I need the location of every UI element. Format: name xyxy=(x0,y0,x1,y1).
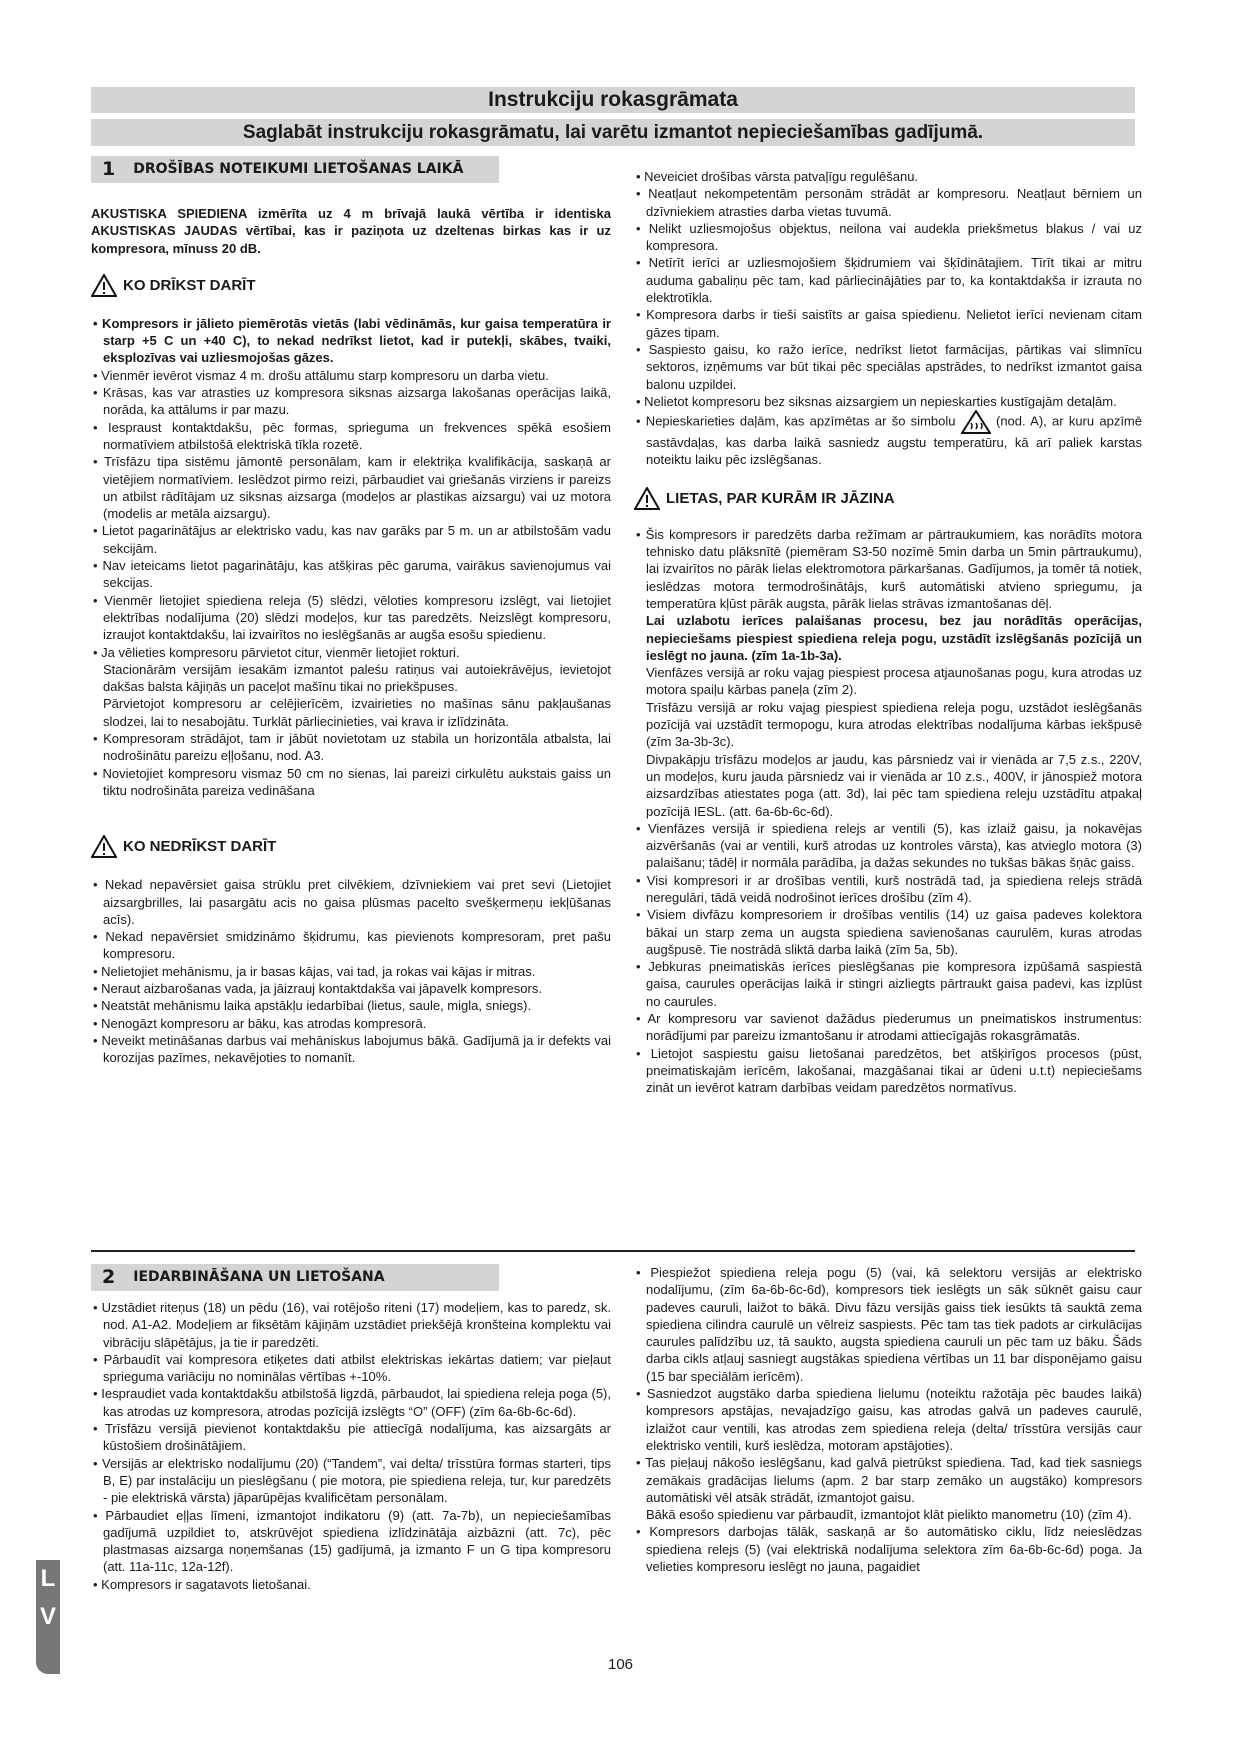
dont-item: • Neatstāt mehānismu laika apstākļu iedarbībai (lietus, saule, migla, sniegs). xyxy=(93,998,532,1014)
note-item: • Visi kompresori ir ar drošības ventili, kurš nostrādā tad, ja spiediena relejs strādā neregulāri, tādā veidā nodrošinot ierīces drošību (zīm 4). xyxy=(636,872,1142,905)
startup-item: • Iespraudiet vada kontaktdakšu atbilstošā ligzdā, pārbaudot, lai spiediena releja poga (5), kas atrodas uz kompresora, atrodas pozīcijā izslēgts “O” (OFF) (zīm 6a-6b-6c-6d). xyxy=(93,1386,611,1419)
section-divider xyxy=(91,1250,1135,1252)
language-tab-letter-2: V xyxy=(39,1603,56,1630)
hot-surface-item xyxy=(634,410,1142,469)
startup-item: • Kompresors ir sagatavots lietošanai. xyxy=(93,1576,311,1592)
do-item: • Trīsfāzu tipa sistēmu jāmontē personālam, kam ir elektriķa kvalifikācija, saskaņā ar vietējiem normatīviem. Ieslēdzot pirmo reizi, pārbaudiet vai griešanās virziens ir pareizs un atbilst rādītājam uz siksnas aizsarga (modeļos ar plastikas aizsargu) vai uz motora (modelis ar metāla aizsargu). xyxy=(93,454,611,522)
note-heading xyxy=(634,487,1142,510)
hot-surface-text-a: • Nepieskarieties daļām, kas apzīmētas ar šo simbolu xyxy=(636,413,956,429)
dont-item: • Nenogāzt kompresoru ar bāku, kas atrodas kompresorā. xyxy=(93,1015,427,1031)
do-item: • Novietojiet kompresoru vismaz 50 cm no sienas, lai pareizi cirkulētu aukstais gaiss un tiktu nodrošināta pareiza vedināšana xyxy=(93,765,611,798)
note-item: Vienfāzes versijā ar roku vajag piespiest procesa atjaunošanas pogu, kura atrodas uz motora spaiļu kārbas paneļa (zīm 2). xyxy=(646,665,1142,698)
startup-item: • Trīsfāzu versijā pievienot kontaktdakšu pie attiecīgā nodalījuma, kas aizsargāts ar kūstošiem drošinātājiem. xyxy=(93,1421,611,1454)
dont-heading xyxy=(91,835,611,858)
safety-item: • Saspiesto gaisu, ko ražo ierīce, nedrīkst lietot farmācijas, pārtikas vai slimnīcu sektoros, izņēmums var būt tikai pēc speciālas apstrādes, to nedrīkst izmantot gaisa balonu uzpildei. xyxy=(636,341,1142,392)
do-item: • Nav ieteicams lietot pagarinātāju, kas atšķiras pēc garuma, vairākus savienojumus vai sekcijas. xyxy=(93,558,611,591)
page-title: Instrukciju rokasgrāmata xyxy=(91,87,1135,113)
section1-left xyxy=(91,156,611,1066)
operation-item: • Kompresors darbojas tālāk, saskaņā ar šo automātisko ciklu, līdz neieslēdzas spiediena relejs (5) (vai elektriskā nodalījuma selektora zīm 6a-6b-6c-6d) poga. Ja velieties kompresoru ieslēgt no jauna, pagaidiet xyxy=(636,1524,1142,1575)
note-title: LIETAS, PAR KURĀM IR JĀZINA xyxy=(666,489,895,507)
note-item: • Šis kompresors ir paredzēts darba režīmam ar pārtraukumiem, kas norādīts motora tehnisko datu plāksnītē (piemēram S3-50 nozīmē 5min darba un 5min pārtraukumu), lai izvairītos no pārāk lielas elektromotora pārkaršanas. Gadījumos, ja tomēr tā notiek, ieslēdzas motora termodrošinātājs, kurš automātiski atvieno spriegumu, ja temperatūra kļūst pārāk augsta, pārāk lielas strāvas izmantošanas dēļ. xyxy=(636,526,1142,611)
do-item: • Kompresoram strādājot, tam ir jābūt novietotam uz stabila un horizontāla atbalsta, lai nodrošinātu pareizu eļļošanu, nod. A3. xyxy=(93,731,611,764)
note-item: • Lietojot saspiestu gaisu lietošanai paredzētos, bet atšķirīgos procesos (pūst, pneimatiskajām ierīcēm, lakošanai, mazgāšanai tikai ar ūdeni u.t.t) nepieciešams zināt un ievērot katram darbības veidam paredzētos normatīvus. xyxy=(636,1045,1142,1096)
note-item: • Ar kompresoru var savienot dažādus piederumus un pneimatiskos instrumentus: norādījumi par pareizu izmantošanu ir atrodami attiecīgajās rokasgrāmatās. xyxy=(636,1011,1142,1044)
do-item: • Krāsas, kas var atrasties uz kompresora siksnas aizsarga lakošanas operācijas laikā, norāda, ka attālums ir par mazu. xyxy=(93,385,611,418)
page-number: 106 xyxy=(607,1656,634,1673)
hot-surface-text-b: (nod. A), ar kuru apzīmē sastāvdaļas, kas darba laikā sasniedz augstu temperatūru, kā arī paliek karstas noteiktu laiku pēc izslēgšanas. xyxy=(646,413,1142,468)
note-item: Trīsfāzu versijā ar roku vajag piespiest spiediena releja pogu, uzstādot ieslēgšanās pozīcijā vai uzstādīt termopogu, kura atrodas elektrības nodalījuma kārbas iekšpusē (zīm 3a-3b-3c). xyxy=(646,699,1142,750)
note-item: • Jebkuras pneimatiskās ierīces pieslēgšanas pie kompresora izpūšamā saspiestā gaisa, caurules operācijas laikā ir stingri aizliegts pārtraukt gaisa padevi, kas izplūst no caurules. xyxy=(636,959,1142,1009)
section1-title: DROŠĪBAS NOTEIKUMI LIETOŠANAS LAIKĀ xyxy=(133,160,464,177)
note-item: Divpakāpju trīsfāzu modeļos ar jaudu, kas pārsniedz vai ir vienāda ar 7,5 z.s., 220V, un modeļos, kuru jauda pārsniedz vai ir vienāda ar 10 z.s., 400V, ir jānospiež motora aizsardzības atiestates poga (att. 3d), lai pēc tam spiediena releju uzstādītu atpakaļ pozīcijā IESL. (att. 6a-6b-6c-6d). xyxy=(646,751,1142,819)
operation-item: • Tas pieļauj nākošo ieslēgšanu, kad galvā pietrūkst spiediena. Tad, kad tiek sasniegs zemākais gradācijas lielums (apm. 2 bar starp zemāko un augstāko) kompresors automātiski vēl atsāk strādāt, izmantojot gaisu. xyxy=(636,1455,1142,1505)
section1-right xyxy=(634,168,1142,1097)
operation-item: • Piespiežot spiediena releja pogu (5) (vai, kā selektoru versijās ar elektrisko nodalījumu, (zīm 6a-6b-6c-6d), kompresors tiek ieslēgts un sāk sūknēt gaisu caur padeves cauruli, laižot to bākā. Divu fāzu versijās gaiss tiek iesūkts tā sauktā zema spiediena cilindra caurulē un vēlreiz saspiests. Pēc tam tas tiek padots ar cirkulācijas caurules palīdzību uz, tā saukto, augsta spiediena cauruli un pēc tam uz bāku. Šāds darba cikls atļauj sasniegt augstākas spiediena vērtības un 11 bar disponējamo gaisu (15 bar speciālām ierīcēm). xyxy=(636,1265,1142,1384)
startup-item: • Versijās ar elektrisko nodalījumu (20) (“Tandem”, vai delta/ trīsstūra formas starteri, tips B, E) par instalāciju un pieslēgšanu ( pie motora, pie spiediena releja, tur, kur paredzēts - pie elektriskā vārsta) jāparūpējas kvalificētam personālam. xyxy=(93,1455,611,1506)
section2-heading xyxy=(91,1264,499,1291)
safety-item: • Kompresora darbs ir tieši saistīts ar gaisa spiedienu. Nelietot ierīci nevienam citam gāzes tipam. xyxy=(636,307,1142,340)
safety-item: • Neveiciet drošības vārsta patvaļīgu regulēšanu. xyxy=(636,169,919,184)
dont-item: • Nelietojiet mehānismu, ja ir basas kājas, vai tad, ja rokas vai kājas ir mitras. xyxy=(93,963,536,979)
startup-item: • Uzstādiet riteņus (18) un pēdu (16), vai rotējošo riteni (17) modeļiem, kas to paredz, sk. nod. A1-A2. Modeļiem ar fiksētām kājiņām uzstādiet priekšējā kronšteina komplektu vai vibrāciju slāpētājus, ja tie ir paredzēti. xyxy=(93,1300,611,1350)
do-item: • Iespraust kontaktdakšu, pēc formas, sprieguma un frekvences spēkā esošiem normatīviem atbilstošā elektriskā tīkla rozetē. xyxy=(93,419,611,452)
hot-surface-icon xyxy=(961,410,991,434)
page-subtitle: Saglabāt instrukciju rokasgrāmatu, lai varētu izmantot nepieciešamības gadījumā. xyxy=(91,119,1135,146)
warning-icon xyxy=(91,274,117,297)
safety-item: • Nelikt uzliesmojošus objektus, neilona vai audekla priekšmetus blakus / vai uz kompresora. xyxy=(636,220,1142,254)
startup-item: • Pārbaudīt vai kompresora etiķetes dati atbilst elektriskas iekārtas datiem; var pieļaut sprieguma variāciju no nominālas vērtības +-10%. xyxy=(93,1351,611,1385)
section2-number: 2 xyxy=(102,1265,116,1288)
note-item: • Visiem divfāzu kompresoriem ir drošības ventilis (14) uz gaisa padeves kolektora bākai un starp zema un augsta spiediena savienošanas caurulēm, kuras atrodas augšpusē. Tie nostrādā sliktā darba laikā (zīm 5a, 5b). xyxy=(636,907,1142,957)
do-item: • Kompresors ir jālieto piemērotās vietās (labi vēdināmās, kur gaisa temperatūra ir starp +5 C un +40 C), to nekad nedrīkst lietot, kad ir putekļi, skābes, tvaiki, eksplozīvas vai uzliesmojošas gāzes. xyxy=(93,315,611,366)
safety-item: • Nelietot kompresoru bez siksnas aizsargiem un nepieskarties kustīgajām detaļām. xyxy=(636,393,1117,409)
safety-item: • Neatļaut nekompetentām personām strādāt ar kompresoru. Neatļaut bērniem un dzīvniekiem atrasties darba vietas tuvumā. xyxy=(636,186,1142,219)
note-item: Lai uzlabotu ierīces palaišanas procesu, bez jau norādītās operācijas, nepieciešams piespiest spiediena releja pogu, uzstādīt izslēgšanās pozīcijā un ieslēgt no jauna. (zīm 1a-1b-3a). xyxy=(646,613,1142,663)
warning-icon xyxy=(634,487,660,510)
operation-item: • Sasniedzot augstāko darba spiediena lielumu (noteiktu ražotāja pēc baudes laikā) kompresors apstājas, nevajadzīgo gaisu, kas atrodas galvā un padeves caurulē, izlaižot caur ventili, kas atrodas zem spiediena releja (delta/ trīsstūra versijās caur elektrisko ventili, kurš ieslēdza, motoram apstājoties). xyxy=(636,1386,1142,1453)
acoustic-intro: AKUSTISKA SPIEDIENA izmērīta uz 4 m brīvajā laukā vērtība ir identiska AKUSTISKAS JAUDAS vērtībai, kas ir paziņota uz dzeltenas birkas kas ir uz kompresora, mīnuss 20 dB. xyxy=(91,206,611,256)
section2-left xyxy=(91,1264,611,1593)
startup-item: • Pārbaudiet eļļas līmeni, izmantojot indikatoru (9) (att. 7a-7b), un nepieciešamības gadījumā uzpildiet to, atskrūvējot spiediena izlīdzinātāja aizbāzni (att. 7c), pēc plastmasas aizsarga noņemšanas (15) gadījumā, ja izmanto F un G tipa kompresoru (att. 11a-11c, 12a-12f). xyxy=(93,1507,611,1575)
section1-number: 1 xyxy=(102,157,116,180)
safety-item: • Netīrīt ierīci ar uzliesmojošiem šķidrumiem vai šķīdinātajiem. Tīrīt tikai ar mitru auduma gabaliņu pēc tam, kad pārliecinājāties par to, ka kontaktdakša ir izrauta no elektrotīkla. xyxy=(636,255,1142,306)
do-item: • Lietot pagarinātājus ar elektrisko vadu, kas nav garāks par 5 m. un ar atbilstošām vadu sekcijām. xyxy=(93,523,611,556)
do-item: • Vienmēr lietojiet spiediena releja (5) slēdzi, vēloties kompresoru izslēgt, vai lietojiet elektrības nodalījuma (20) slēdzi modeļos, kur tas paredzēts. Neizslēgt kompresoru, izraujot kontaktdakšu, lai izvairītos no ieslēgšanās ar augša esošu spiedienu. xyxy=(93,592,611,643)
language-tab-letter-1: L xyxy=(40,1565,56,1592)
do-item: Pārvietojot kompresoru ar celējierīcēm, izvairieties no mašīnas sānu pakļaušanas slodzei, lai to nesabojātu. Turklāt pārliecinieties, vai krava ir izlīdzināta. xyxy=(103,696,611,729)
section1-heading xyxy=(91,156,499,183)
dont-item: • Nekad nepavērsiet smidzināmo šķidrumu, kas pievienots kompresoram, pret pašu kompresoru. xyxy=(93,929,611,962)
section2-title: IEDARBINĀŠANA UN LIETOŠANA xyxy=(133,1268,385,1285)
warning-icon xyxy=(91,835,117,858)
do-item: Stacionārām versijām iesakām izmantot paleśu ratiņus vai autoiekrāvējus, ievietojot dakšas balsta kājiņās un paceļot mašīnu tikai no priekšpuses. xyxy=(103,661,611,695)
do-item: • Ja vēlieties kompresoru pārvietot citur, vienmēr lietojiet rokturi. xyxy=(93,644,460,660)
dont-title: KO NEDRĪKST DARĪT xyxy=(123,838,277,856)
note-item: • Vienfāzes versijā ir spiediena relejs ar ventili (5), kas izlaiž gaisu, ja nokavējas aizvēršanās (vai ar ventili, kurš atrodas uz kontroles vārsta), kas atvieglo motora (3) palaišanu; tādēļ ir normāla parādība, ja dažas sekundes no tukšas bākas šņāc gaiss. xyxy=(636,820,1142,871)
dont-item: • Neraut aizbarošanas vada, ja jāizrauj kontaktdakša vai jāpavelk kompresors. xyxy=(93,980,542,996)
do-title: KO DRĪKST DARĪT xyxy=(123,276,256,294)
operation-item: Bākā esošo spiedienu var pārbaudīt, izmantojot klāt pielikto manometru (10) (zīm 4). xyxy=(646,1507,1132,1523)
dont-item: • Neveikt metināšanas darbus vai mehāniskus labojumus bākā. Gadījumā ja ir defekts vai korozijas pazīmes, nekavējoties to nomanīt. xyxy=(93,1032,611,1066)
language-tab xyxy=(36,1560,60,1674)
do-heading xyxy=(91,274,611,297)
do-item: • Vienmēr ievērot vismaz 4 m. drošu attālumu starp kompresoru un darba vietu. xyxy=(93,367,549,383)
dont-item: • Nekad nepavērsiet gaisa strūklu pret cilvēkiem, dzīvniekiem vai pret sevi (Lietojiet aizsargbrilles, lai pasargātu acis no gaisa plūsmas pacelto svešķermeņu iekļūšanas acīs). xyxy=(93,877,611,927)
section2-right xyxy=(634,1264,1142,1575)
